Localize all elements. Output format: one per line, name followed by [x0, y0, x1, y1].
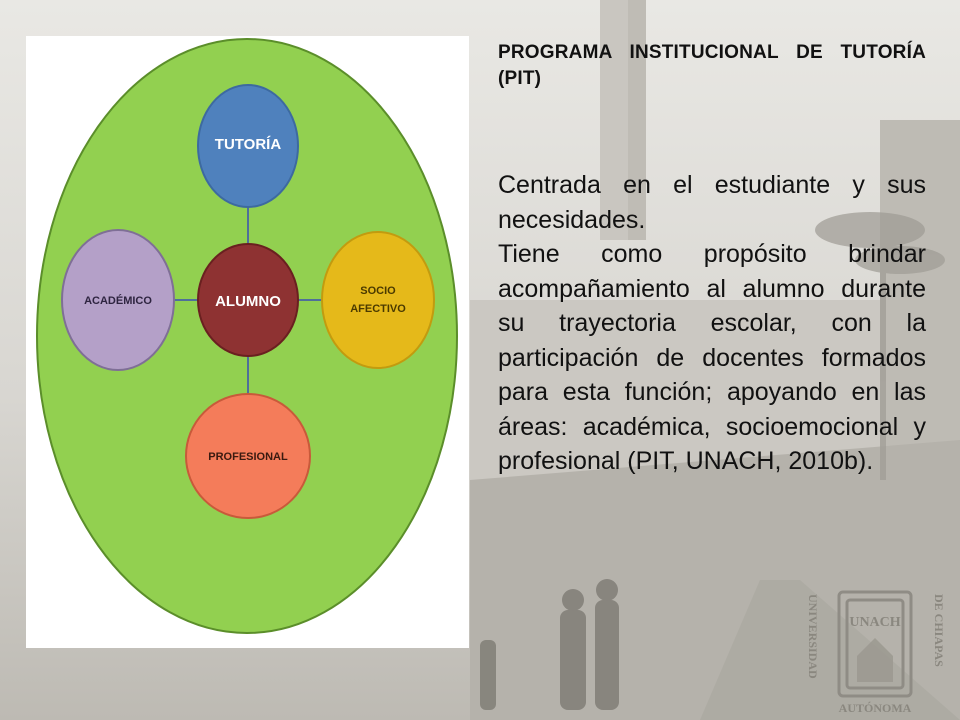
- node-academico: [62, 230, 174, 370]
- node-socio-afectivo: [322, 232, 434, 368]
- seal-text-bottom: AUTÓNOMA: [838, 701, 912, 715]
- node-socio-label-line1: SOCIO: [360, 285, 396, 297]
- node-alumno-label: ALUMNO: [215, 293, 281, 310]
- node-academico-label: ACADÉMICO: [84, 295, 152, 307]
- node-alumno: [198, 244, 298, 356]
- node-tutoria: [198, 85, 298, 207]
- node-socio-label-line2: AFECTIVO: [350, 303, 406, 315]
- seal-text-left: UNIVERSIDAD: [806, 594, 820, 679]
- university-seal: [795, 586, 955, 716]
- tutoria-diagram: [26, 36, 469, 648]
- body-text: [498, 168, 926, 479]
- node-profesional-label: PROFESIONAL: [208, 451, 288, 463]
- paragraph-1: Centrada en el estudiante y sus necesidades.: [498, 171, 926, 234]
- paragraph-2: Tiene como propósito brindar acompañamiento al alumno durante su trayectoria escolar, con la participación de docentes formados para esta función; apoyando en las áreas: académica, socioemocional y profesional (PIT, UNACH, 2010b).: [498, 240, 926, 475]
- node-profesional: [186, 394, 310, 518]
- node-tutoria-label: TUTORÍA: [214, 136, 282, 153]
- page-title: PROGRAMA INSTITUCIONAL DE TUTORÍA (PIT): [498, 42, 926, 89]
- seal-text-right: DE CHIAPAS: [932, 594, 946, 667]
- seal-text-top: UNACH: [849, 615, 901, 630]
